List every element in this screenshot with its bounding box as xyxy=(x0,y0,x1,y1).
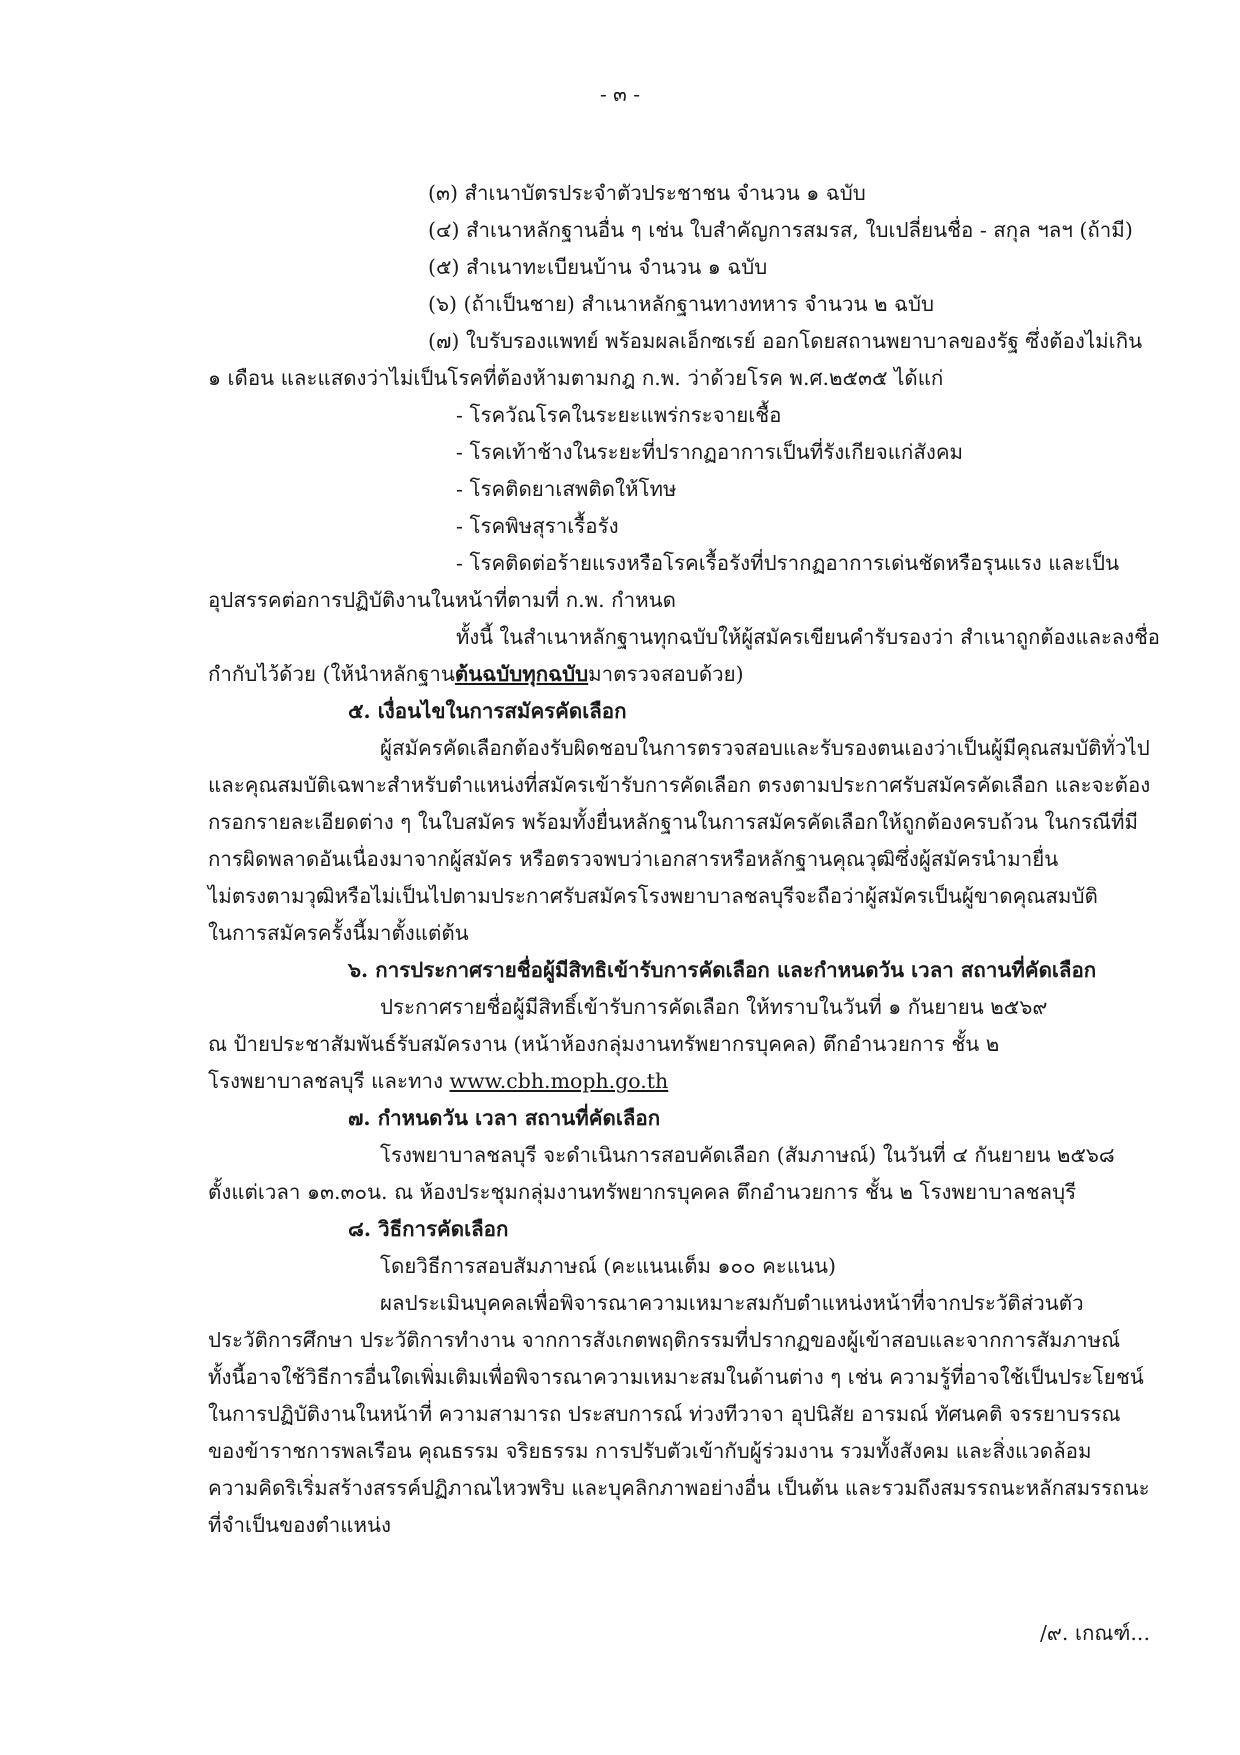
doc-item-3: (๓) สำเนาบัตรประจำตัวประชาชน จำนวน ๑ ฉบับ xyxy=(428,181,866,205)
doc-item-5: (๕) สำเนาทะเบียนบ้าน จำนวน ๑ ฉบับ xyxy=(428,255,768,279)
doc-item-4: (๔) สำเนาหลักฐานอื่น ๆ เช่น ใบสำคัญการสมรส, ใบเปลี่ยนชื่อ - สกุล ฯลฯ (ถ้ามี) xyxy=(428,218,1133,242)
section-8-line: ประวัติการศึกษา ประวัติการทำงาน จากการสังเกตพฤติกรรมที่ปรากฏของผู้เข้าสอบและจากการสัมภาษณ์ xyxy=(208,1328,1121,1352)
note-text-c: มาตรวจสอบด้วย) xyxy=(588,662,744,686)
section-5-line: และคุณสมบัติเฉพาะสำหรับตำแหน่งที่สมัครเข้ารับการคัดเลือก ตรงตามประกาศรับสมัครคัดเลือก และจะต้อง xyxy=(208,773,1151,797)
section-8-line: ผลประเมินบุคคลเพื่อพิจารณาความเหมาะสมกับตำแหน่งหน้าที่จากประวัติส่วนตัว xyxy=(380,1291,1084,1315)
page-number: - ๓ - xyxy=(600,82,640,106)
section-6-line-2: ณ ป้ายประชาสัมพันธ์รับสมัครงาน (หน้าห้องกลุ่มงานทรัพยากรบุคคล) ตึกอำนวยการ ชั้น ๒ xyxy=(208,1032,1000,1056)
section-8-line: ทั้งนี้อาจใช้วิธีการอื่นใดเพิ่มเติมเพื่อพิจารณาความเหมาะสมในด้านต่าง ๆ เช่น ความรู้ที่อาจใช้เป็นประโยชน์ xyxy=(208,1365,1144,1389)
section-8-line: ของข้าราชการพลเรือน คุณธรรม จริยธรรม การปรับตัวเข้ากับผู้ร่วมงาน รวมทั้งสังคม และสิ่งแวดล้อม xyxy=(208,1439,1092,1463)
continuation-note: /๙. เกณฑ์... xyxy=(1040,1621,1150,1645)
section-5-heading: ๕. เงื่อนไขในการสมัครคัดเลือก xyxy=(348,699,627,723)
note-text-a: กำกับไว้ด้วย (ให้นำหลักฐาน xyxy=(208,662,455,686)
section-5-line: ในการสมัครครั้งนี้มาตั้งแต่ต้น xyxy=(208,921,469,945)
section-8-line: ที่จำเป็นของตำแหน่ง xyxy=(208,1513,391,1537)
section-5-line: ผู้สมัครคัดเลือกต้องรับผิดชอบในการตรวจสอบและรับรองตนเองว่าเป็นผู้มีคุณสมบัติทั่วไป xyxy=(380,736,1150,760)
section-7-line-1: โรงพยาบาลชลบุรี จะดำเนินการสอบคัดเลือก (สัมภาษณ์) ในวันที่ ๔ กันยายน ๒๕๖๘ xyxy=(380,1143,1115,1167)
section-8-heading: ๘. วิธีการคัดเลือก xyxy=(348,1217,509,1241)
section-8-line: ในการปฏิบัติงานในหน้าที่ ความสามารถ ประสบการณ์ ท่วงทีวาจา อุปนิสัย อารมณ์ ทัศนคติ จรรยาบรรณ xyxy=(208,1402,1121,1426)
section-6-line-3-text: โรงพยาบาลชลบุรี และทาง xyxy=(208,1069,450,1093)
section-6-line-1: ประกาศรายชื่อผู้มีสิทธิ์เข้ารับการคัดเลือก ให้ทราบในวันที่ ๑ กันยายน ๒๕๖๙ xyxy=(380,995,1048,1019)
section-7-line-2: ตั้งแต่เวลา ๑๓.๓๐น. ณ ห้องประชุมกลุ่มงานทรัพยากรบุคคล ตึกอำนวยการ ชั้น ๒ โรงพยาบาลชลบุรี xyxy=(208,1180,1077,1204)
doc-item-7-line2: ๑ เดือน และแสดงว่าไม่เป็นโรคที่ต้องห้ามตามกฎ ก.พ. ว่าด้วยโรค พ.ศ.๒๕๓๕ ได้แก่ xyxy=(208,366,944,390)
note-line-1: ทั้งนี้ ในสำเนาหลักฐานทุกฉบับให้ผู้สมัครเขียนคำรับรองว่า สำเนาถูกต้องและลงชื่อ xyxy=(456,625,1160,649)
doc-item-7-line1: (๗) ใบรับรองแพทย์ พร้อมผลเอ็กซเรย์ ออกโดยสถานพยาบาลของรัฐ ซึ่งต้องไม่เกิน xyxy=(428,329,1143,353)
disease-item: - โรควัณโรคในระยะแพร่กระจายเชื้อ xyxy=(456,403,782,427)
doc-item-6: (๖) (ถ้าเป็นชาย) สำเนาหลักฐานทางทหาร จำนวน ๒ ฉบับ xyxy=(428,292,935,316)
section-6-line-3 xyxy=(208,1068,668,1094)
disease-item: - โรคติดยาเสพติดให้โทษ xyxy=(456,477,677,501)
section-5-line: กรอกรายละเอียดต่าง ๆ ในใบสมัคร พร้อมทั้งยื่นหลักฐานในการสมัครคัดเลือกให้ถูกต้องครบถ้วน ในกรณีที่มี xyxy=(208,810,1138,834)
website-link[interactable]: www.cbh.moph.go.th xyxy=(449,1069,669,1093)
section-6-heading: ๖. การประกาศรายชื่อผู้มีสิทธิเข้ารับการคัดเลือก และกำหนดวัน เวลา สถานที่คัดเลือก xyxy=(348,958,1097,982)
note-emphasis: ต้นฉบับทุกฉบับ xyxy=(454,662,589,686)
note-line-2 xyxy=(208,661,744,687)
section-8-method: โดยวิธีการสอบสัมภาษณ์ (คะแนนเต็ม ๑๐๐ คะแนน) xyxy=(380,1254,837,1278)
section-5-line: การผิดพลาดอันเนื่องมาจากผู้สมัคร หรือตรวจพบว่าเอกสารหรือหลักฐานคุณวุฒิซึ่งผู้สมัครนำมายื่น xyxy=(208,847,1059,871)
section-8-line: ความคิดริเริ่มสร้างสรรค์ปฏิภาณไหวพริบ และบุคลิกภาพอย่างอื่น เป็นต้น และรวมถึงสมรรถนะหลักสมรรถนะ xyxy=(208,1476,1150,1500)
disease-item: - โรคติดต่อร้ายแรงหรือโรคเรื้อรังที่ปรากฏอาการเด่นชัดหรือรุนแรง และเป็น xyxy=(456,551,1120,575)
disease-continuation: อุปสรรคต่อการปฏิบัติงานในหน้าที่ตามที่ ก.พ. กำหนด xyxy=(208,588,676,612)
disease-item: - โรคเท้าช้างในระยะที่ปรากฏอาการเป็นที่รังเกียจแก่สังคม xyxy=(456,440,964,464)
section-5-line: ไม่ตรงตามวุฒิหรือไม่เป็นไปตามประกาศรับสมัครโรงพยาบาลชลบุรีจะถือว่าผู้สมัครเป็นผู้ขาดคุณสมบัติ xyxy=(208,884,1098,908)
disease-item: - โรคพิษสุราเรื้อรัง xyxy=(456,514,619,538)
section-7-heading: ๗. กำหนดวัน เวลา สถานที่คัดเลือก xyxy=(348,1106,661,1130)
